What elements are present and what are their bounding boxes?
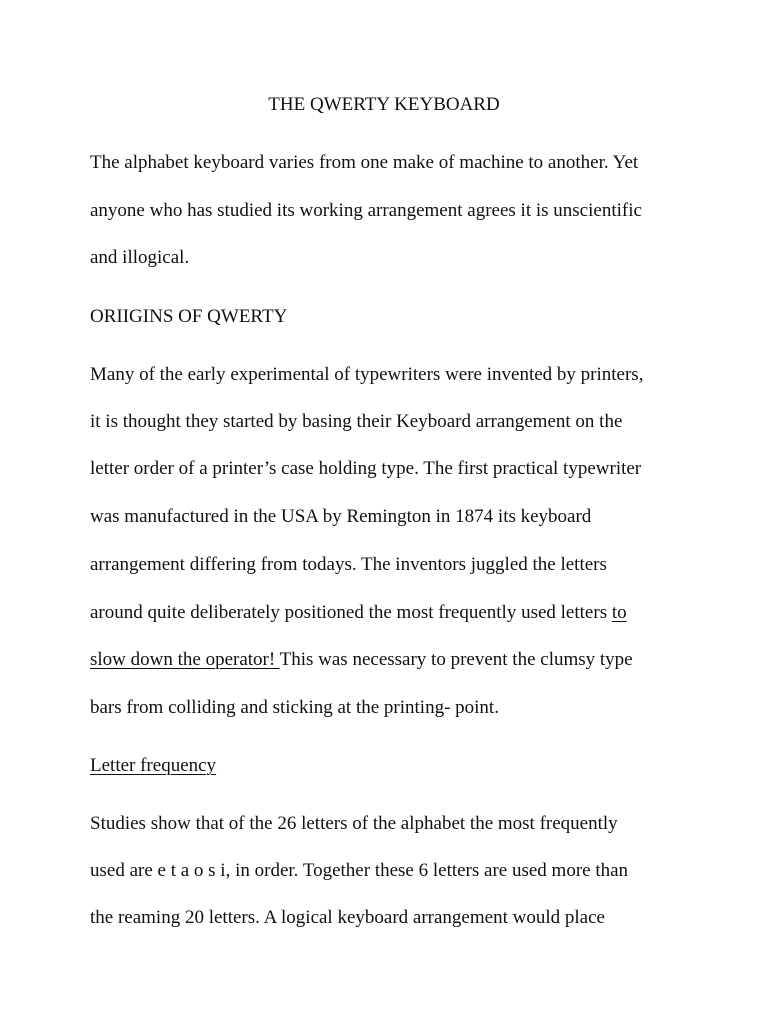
- intro-line-2: anyone who has studied its working arrangement agrees it is unscientific: [90, 200, 642, 221]
- frequency-line-1: Studies show that of the 26 letters of the alphabet the most frequently: [90, 813, 618, 834]
- intro-line-3: and illogical.: [90, 247, 190, 268]
- origins-line-7-text: This was necessary to prevent the clumsy type: [279, 649, 633, 670]
- origins-line-6-text: around quite deliberately positioned the most frequently used letters: [90, 602, 612, 623]
- intro-line-1: The alphabet keyboard varies from one make of machine to another. Yet: [90, 152, 639, 173]
- section-heading-origins: ORIIGINS OF QWERTY: [90, 306, 288, 327]
- origins-line-3: letter order of a printer’s case holding type. The first practical typewriter: [90, 458, 642, 479]
- origins-line-2: it is thought they started by basing their Keyboard arrangement on the: [90, 411, 623, 432]
- underlined-phrase-end: slow down the operator!: [90, 649, 280, 670]
- origins-line-1: Many of the early experimental of typewriters were invented by printers,: [90, 364, 644, 385]
- origins-line-5: arrangement differing from todays. The inventors juggled the letters: [90, 554, 607, 575]
- origins-line-8: bars from colliding and sticking at the printing- point.: [90, 697, 499, 718]
- document-title: THE QWERTY KEYBOARD: [268, 94, 500, 115]
- section-heading-letter-frequency: Letter frequency: [90, 755, 217, 776]
- origins-line-7: [90, 648, 633, 672]
- origins-line-6: [90, 601, 627, 625]
- underlined-phrase-start: to: [611, 602, 627, 623]
- origins-line-4: was manufactured in the USA by Remington in 1874 its keyboard: [90, 506, 592, 527]
- frequency-line-2: used are e t a o s i, in order. Together these 6 letters are used more than: [90, 860, 629, 881]
- frequency-line-3: the reaming 20 letters. A logical keyboard arrangement would place: [90, 907, 605, 928]
